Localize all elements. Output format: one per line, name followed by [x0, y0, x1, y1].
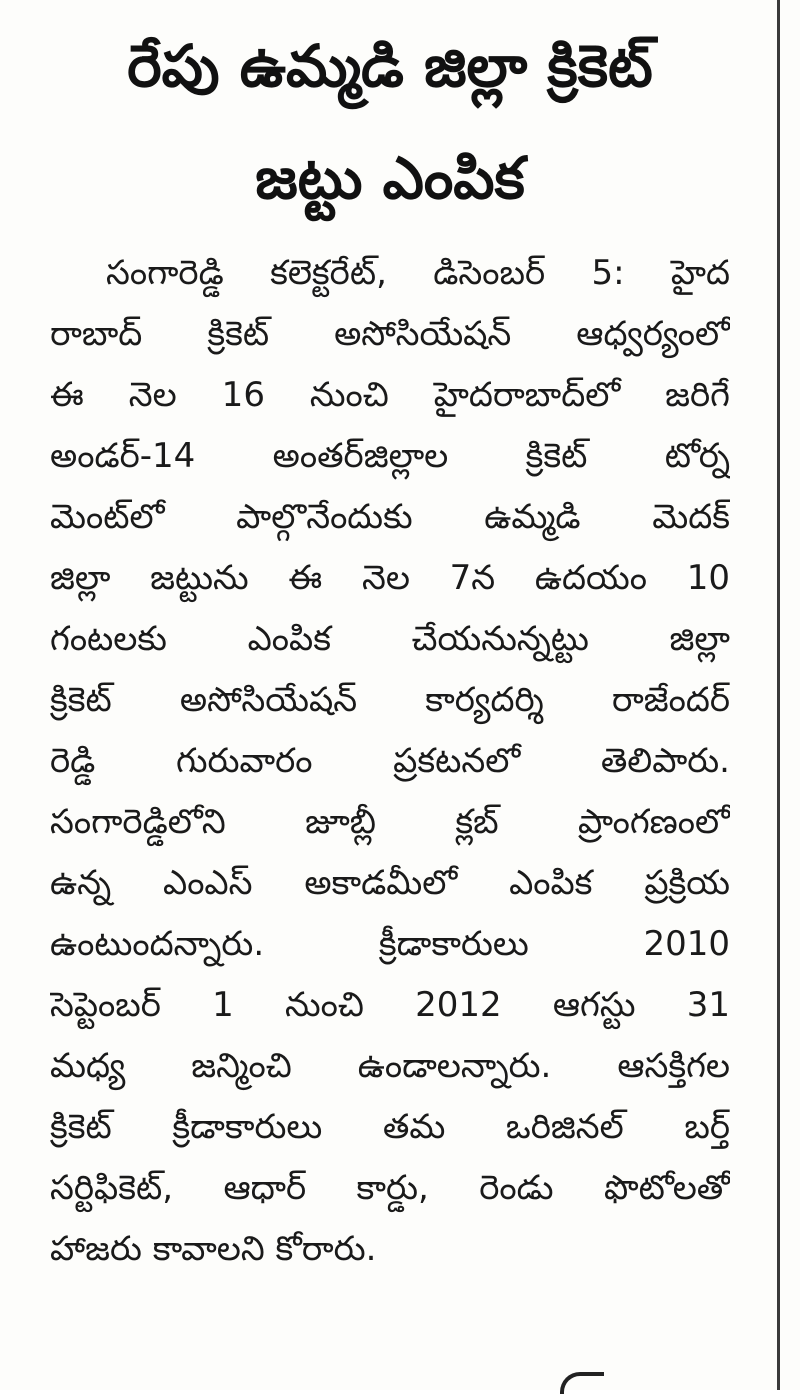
body-line: సంగారెడ్డిలోని జూబ్లీ క్లబ్ ప్రాంగణంలో: [50, 802, 730, 842]
body-line: క్రికెట్ క్రీడాకారులు తమ ఒరిజినల్ బర్త్: [50, 1107, 730, 1147]
column-divider: [777, 0, 780, 1390]
body-line: సెప్టెంబర్ 1 నుంచి 2012 ఆగస్టు 31: [50, 985, 730, 1025]
body-line: మధ్య జన్మించి ఉండాలన్నారు. ఆసక్తిగల: [50, 1046, 730, 1086]
body-line: ఉంటుందన్నారు. క్రీడాకారులు 2010: [50, 924, 730, 964]
body-line: ఉన్న ఎంఎస్ అకాడమీలో ఎంపిక ప్రక్రియ: [50, 863, 730, 903]
headline-line-2: జట్టు ఎంపిక: [255, 144, 525, 212]
article-body: [50, 243, 730, 1280]
body-line: సంగారెడ్డి కలెక్టరేట్, డిసెంబర్ 5: హైద: [106, 253, 730, 293]
headline-line-1: రేపు ఉమ్మడి జిల్లా క్రికెట్: [127, 32, 653, 100]
body-line: సర్టిఫికెట్, ఆధార్ కార్డు, రెండు ఫొటోలతో: [50, 1168, 730, 1208]
body-line: క్రికెట్ అసోసియేషన్ కార్యదర్శి రాజేందర్: [50, 680, 730, 720]
body-line: గంటలకు ఎంపిక చేయనున్నట్టు జిల్లా: [50, 619, 730, 659]
body-line: అండర్-14 అంతర్‌జిల్లాల క్రికెట్ టోర్న: [50, 436, 730, 476]
body-line: జిల్లా జట్టును ఈ నెల 7న ఉదయం 10: [50, 558, 730, 598]
body-line: రెడ్డి గురువారం ప్రకటనలో తెలిపారు.: [50, 741, 730, 781]
body-line: హాజరు కావాలని కోరారు.: [50, 1229, 377, 1269]
body-line: మెంట్‌లో పాల్గొనేందుకు ఉమ్మడి మెదక్: [50, 497, 730, 537]
body-line: రాబాద్ క్రికెట్ అసోసియేషన్ ఆధ్వర్యంలో: [50, 314, 730, 354]
next-article-fragment: [560, 1372, 604, 1394]
body-line: ఈ నెల 16 నుంచి హైదరాబాద్‌లో జరిగే: [50, 375, 730, 415]
